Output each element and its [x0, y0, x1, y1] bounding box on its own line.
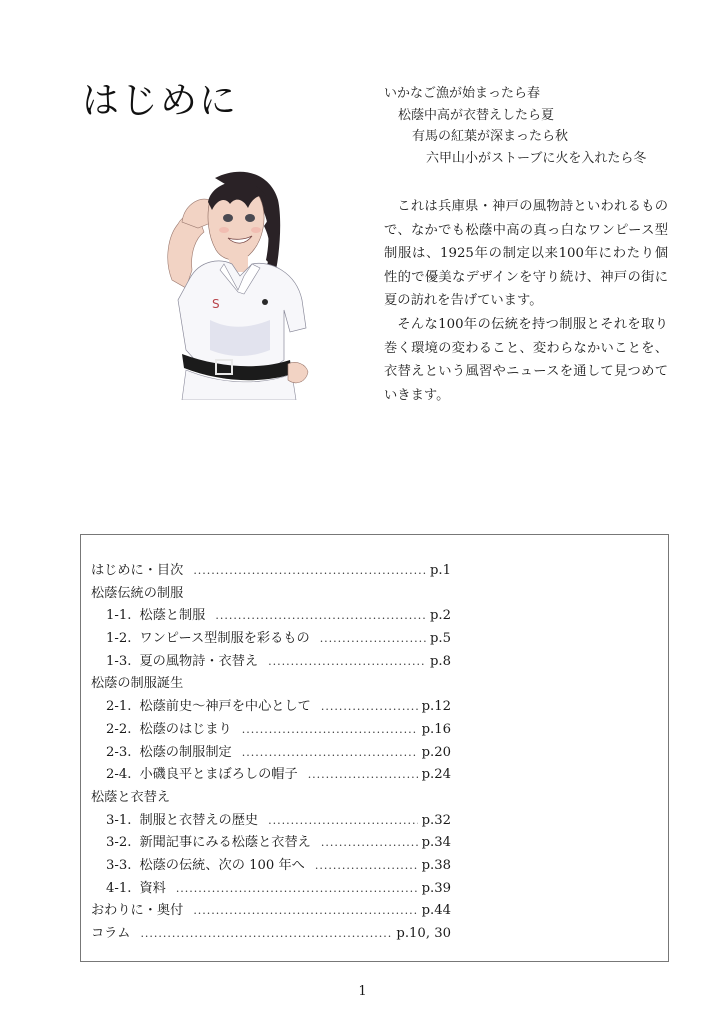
- toc-entry-number: 2-1.: [106, 699, 132, 715]
- intro-paragraph: これは兵庫県・神戸の風物詩といわれるもので、なかでも松蔭中高の真っ白なワンピース型制服は、1925年の制定以来100年にわたり個性的で優美なデザインを守り続け、神戸の街に夏の訪れを告げています。: [384, 199, 668, 309]
- toc-entry-page: p.2: [429, 608, 451, 624]
- toc-entry: [91, 922, 451, 945]
- toc-entry-number: 1-3.: [106, 653, 132, 669]
- toc-list: [91, 559, 451, 945]
- toc-entry-page: p.8: [429, 653, 451, 669]
- toc-entry-label: 新聞記事にみる松蔭と衣替え: [139, 835, 311, 851]
- toc-entry-page: p.34: [421, 835, 451, 851]
- toc-entry-label: コラム: [91, 926, 131, 941]
- opening-poem: [384, 83, 646, 169]
- toc-entry: [91, 877, 451, 900]
- toc-entry-number: 3-2.: [106, 835, 132, 851]
- toc-entry-page: p.5: [429, 631, 451, 647]
- toc-entry-number: 2-2.: [106, 721, 132, 737]
- toc-entry-number: 1-1.: [106, 608, 132, 624]
- toc-entry-label: 松蔭と衣替え: [91, 789, 171, 805]
- poem-line: いかなご漁が始まったら春: [384, 86, 541, 101]
- toc-entry: [91, 831, 451, 854]
- toc-entry: [91, 741, 451, 764]
- toc-entry-label: 松蔭のはじまり: [139, 721, 232, 737]
- toc-entry: [91, 559, 451, 582]
- toc-entry: [91, 627, 451, 650]
- toc-leader-dots: [193, 904, 417, 917]
- toc-leader-dots: [321, 700, 418, 713]
- toc-entry-label: 資料: [139, 880, 166, 896]
- toc-entry: [91, 604, 451, 627]
- toc-entry-page: p.16: [421, 721, 451, 737]
- toc-leader-dots: [215, 609, 426, 622]
- toc-leader-dots: [308, 768, 418, 781]
- toc-leader-dots: [242, 723, 418, 736]
- toc-entry-page: p.32: [421, 812, 451, 828]
- toc-entry-page: p.10, 30: [396, 926, 451, 941]
- toc-entry: [91, 763, 451, 786]
- toc-entry: [91, 650, 451, 673]
- toc-entry-label: 松蔭の伝統、次の 100 年へ: [139, 857, 305, 873]
- page-title: はじめに: [82, 79, 238, 122]
- toc-leader-dots: [193, 564, 426, 577]
- toc-entry-number: 3-1.: [106, 812, 132, 828]
- toc-entry-page: p.12: [421, 699, 451, 715]
- toc-leader-dots: [176, 882, 418, 895]
- toc-entry-label: 夏の風物詩・衣替え: [139, 653, 259, 669]
- toc-entry-label: 松蔭前史～神戸を中心として: [139, 699, 311, 715]
- poem-line: 松蔭中高が衣替えしたら夏: [398, 107, 555, 123]
- toc-entry: [91, 809, 451, 832]
- toc-entry-label: 小磯良平とまぼろしの帽子: [139, 767, 298, 783]
- toc-leader-dots: [321, 836, 418, 849]
- toc-leader-dots: [268, 655, 426, 668]
- toc-entry: [91, 899, 451, 922]
- toc-entry-number: 3-3.: [106, 857, 132, 873]
- toc-entry: [91, 718, 451, 741]
- poem-line: 六甲山小がストーブに火を入れたら冬: [426, 150, 647, 166]
- intro-text: [384, 195, 668, 407]
- toc-entry: [91, 582, 451, 605]
- toc-entry-page: p.38: [421, 857, 451, 873]
- toc-entry-page: p.20: [421, 744, 451, 760]
- toc-entry-label: 松蔭伝統の制服: [91, 585, 184, 601]
- toc-entry: [91, 786, 451, 809]
- toc-entry-page: p.44: [421, 903, 451, 919]
- toc-entry-number: 2-4.: [106, 767, 132, 783]
- toc-entry-number: 2-3.: [106, 744, 132, 760]
- toc-entry-label: 松蔭と制服: [139, 608, 206, 624]
- toc-entry-label: はじめに・目次: [91, 563, 184, 578]
- toc-leader-dots: [315, 859, 418, 872]
- toc-entry-label: 制服と衣替えの歴史: [139, 812, 259, 828]
- toc-entry-label: 松蔭の制服制定: [139, 744, 232, 760]
- uniform-girl-illustration: [120, 160, 320, 400]
- toc-entry-number: 4-1.: [106, 880, 132, 896]
- toc-entry-number: 1-2.: [106, 631, 132, 647]
- toc-leader-dots: [140, 927, 392, 940]
- poem-line: 有馬の紅葉が深まったら秋: [412, 129, 569, 144]
- toc-entry-label: 松蔭の制服誕生: [91, 676, 184, 692]
- toc-entry: [91, 695, 451, 718]
- toc-leader-dots: [320, 632, 426, 645]
- toc-entry-page: p.24: [421, 767, 451, 783]
- toc-entry-label: おわりに・奥付: [91, 903, 184, 919]
- page-number: 1: [358, 984, 367, 999]
- toc-leader-dots: [268, 814, 417, 827]
- svg-text:S: S: [212, 297, 220, 311]
- intro-paragraph: そんな100年の伝統を持つ制服とそれを取り巻く環境の変わること、変わらなかいことを、衣替えという風習やニュースを通して見つめていきます。: [384, 316, 668, 403]
- toc-entry-page: p.1: [429, 563, 451, 578]
- toc-entry-page: p.39: [421, 880, 451, 896]
- toc-entry: [91, 672, 451, 695]
- toc-entry-label: ワンピース型制服を彩るもの: [139, 631, 310, 647]
- toc-leader-dots: [242, 746, 418, 759]
- toc-entry: [91, 854, 451, 877]
- table-of-contents: [80, 534, 669, 962]
